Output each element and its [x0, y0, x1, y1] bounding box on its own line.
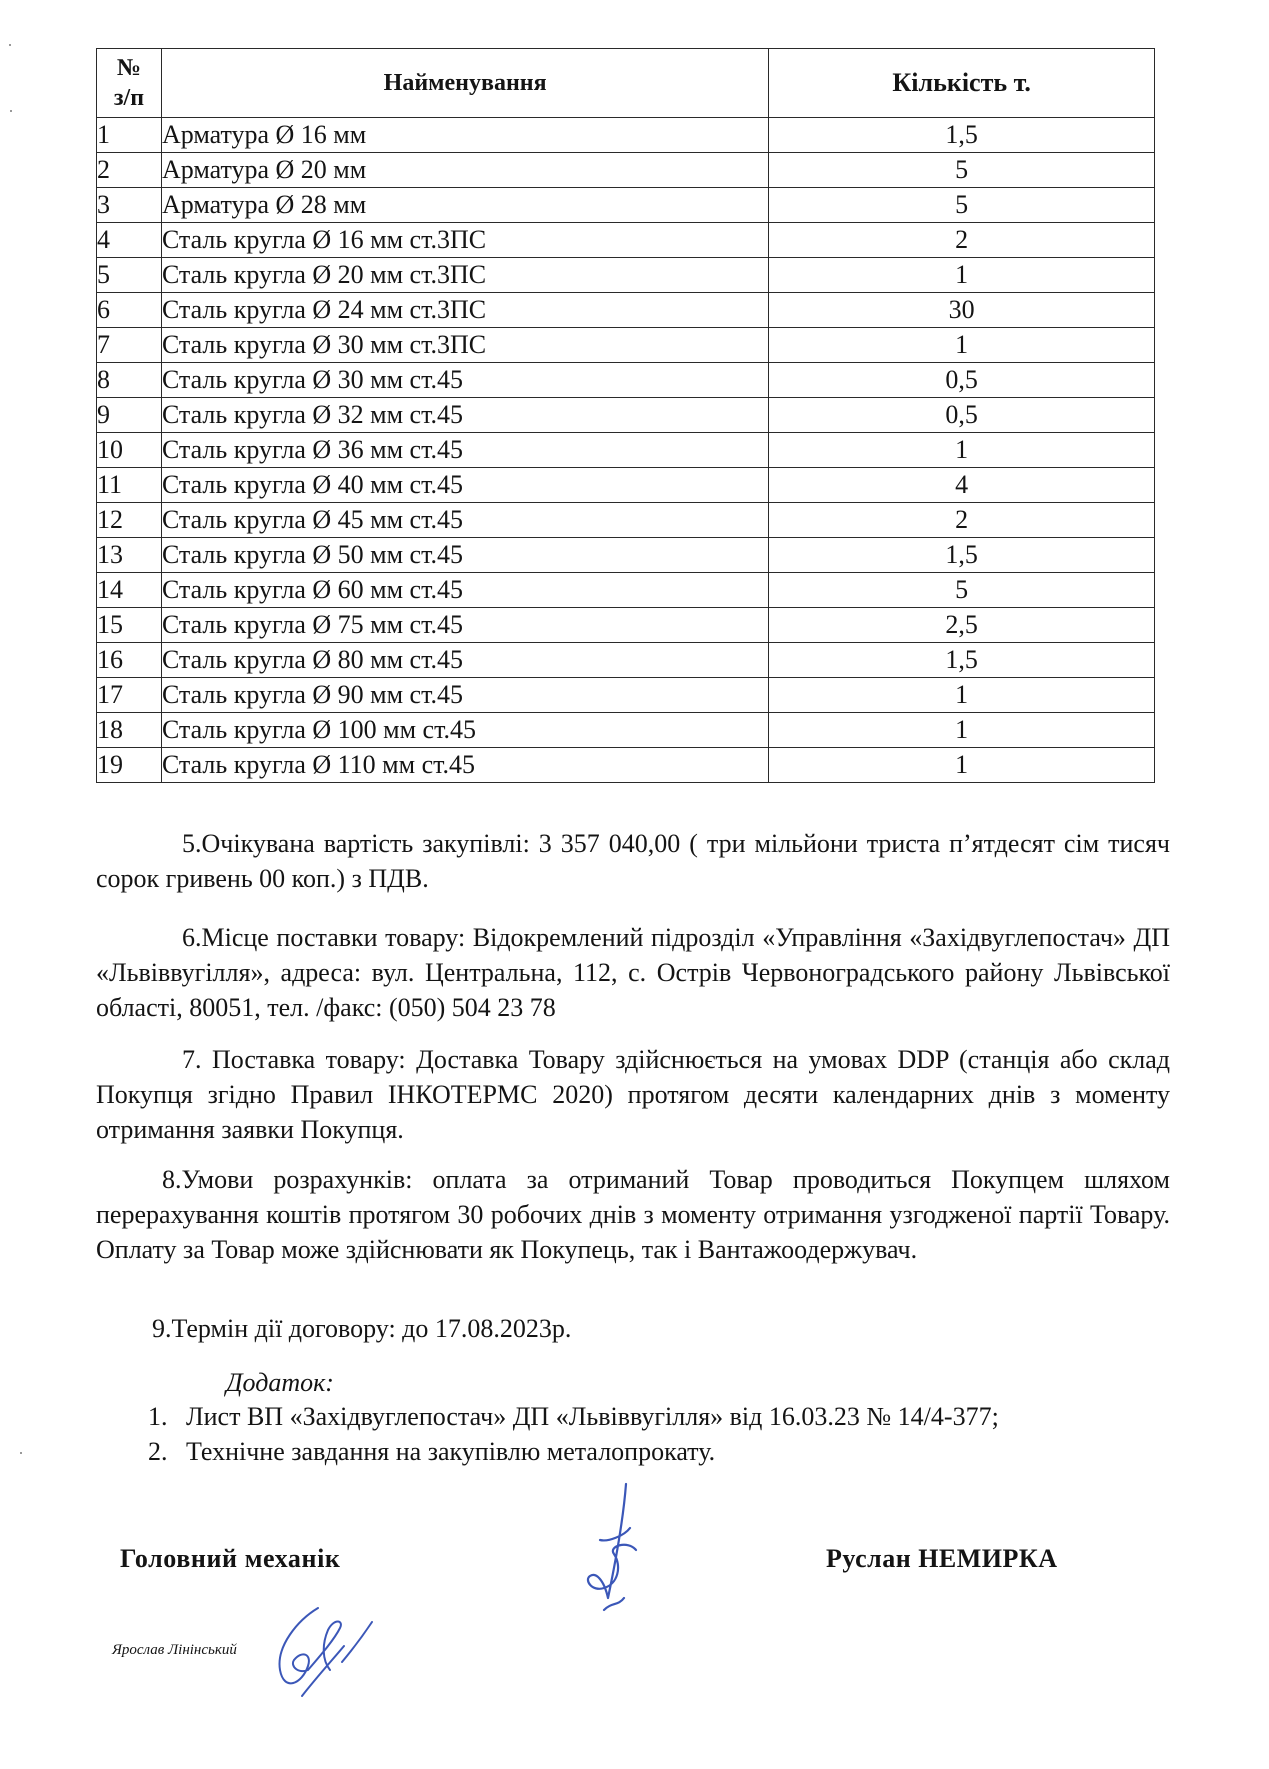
row-number: 18: [97, 713, 162, 748]
table-header-row: [97, 49, 1155, 118]
table-row: [97, 433, 1155, 468]
row-number: 1: [97, 118, 162, 153]
row-number: 19: [97, 748, 162, 783]
table-row: [97, 468, 1155, 503]
row-number: 16: [97, 643, 162, 678]
row-number: 10: [97, 433, 162, 468]
row-quantity: 4: [769, 468, 1155, 503]
table-row: [97, 258, 1155, 293]
table-row: [97, 328, 1155, 363]
row-name: Сталь кругла Ø 24 мм ст.3ПС: [161, 293, 768, 328]
paragraph-delivery-terms: [96, 1042, 1170, 1147]
row-number: 15: [97, 608, 162, 643]
executor-signature-mark: [268, 1600, 378, 1700]
table-row: [97, 363, 1155, 398]
row-quantity: 0,5: [769, 398, 1155, 433]
materials-table: [96, 48, 1155, 783]
header-number-part: №: [116, 55, 142, 81]
header-quantity: Кількість т.: [769, 49, 1155, 118]
table-row: [97, 503, 1155, 538]
attachment-text: Технічне завдання на закупівлю металопрокату.: [186, 1437, 716, 1466]
row-quantity: 1,5: [769, 118, 1155, 153]
row-quantity: 30: [769, 293, 1155, 328]
row-number: 5: [97, 258, 162, 293]
row-quantity: 0,5: [769, 363, 1155, 398]
row-quantity: 1: [769, 713, 1155, 748]
scan-speck: [9, 44, 11, 46]
row-number: 12: [97, 503, 162, 538]
scan-speck: [20, 1452, 22, 1454]
row-quantity: 1: [769, 433, 1155, 468]
row-quantity: 5: [769, 573, 1155, 608]
row-number: 2: [97, 153, 162, 188]
row-number: 11: [97, 468, 162, 503]
paragraph-delivery-place: [96, 920, 1170, 1025]
row-name: Сталь кругла Ø 16 мм ст.3ПС: [161, 223, 768, 258]
row-quantity: 2: [769, 223, 1155, 258]
row-quantity: 1: [769, 328, 1155, 363]
row-quantity: 1: [769, 678, 1155, 713]
attachment-number: 2.: [148, 1437, 168, 1466]
attachments-title: Додаток:: [226, 1368, 334, 1397]
row-name: Сталь кругла Ø 40 мм ст.45: [161, 468, 768, 503]
table-row: [97, 398, 1155, 433]
row-quantity: 1,5: [769, 643, 1155, 678]
row-number: 4: [97, 223, 162, 258]
table-row: [97, 538, 1155, 573]
table-row: [97, 678, 1155, 713]
paragraph-text: 7. Поставка товару: Доставка Товару здійснюється на умовах DDP (станція або склад Покупця згідно Правил ІНКОТЕРМС 2020) протягом десяти календарних днів з моменту отримання заявки Покупця.: [96, 1045, 1170, 1144]
table-row: [97, 643, 1155, 678]
table-row: [97, 293, 1155, 328]
table-row: [97, 153, 1155, 188]
executor-name: Ярослав Лінінський: [112, 1642, 237, 1658]
table-row: [97, 748, 1155, 783]
table-row: [97, 713, 1155, 748]
table-body: [97, 118, 1155, 783]
paragraph-expected-cost: [96, 826, 1170, 896]
paragraph-text: 5.Очікувана вартість закупівлі: 3 357 040,00 ( три мільйони триста п’ятдесят сім тисяч сорок гривень 00 коп.) з ПДВ.: [96, 829, 1170, 893]
row-number: 3: [97, 188, 162, 223]
table-row: [97, 608, 1155, 643]
row-quantity: 5: [769, 188, 1155, 223]
paragraph-payment-terms: [96, 1162, 1170, 1267]
attachments-list: [148, 1399, 999, 1469]
row-name: Сталь кругла Ø 36 мм ст.45: [161, 433, 768, 468]
row-quantity: 2,5: [769, 608, 1155, 643]
row-number: 13: [97, 538, 162, 573]
paragraph-text: 8.Умови розрахунків: оплата за отриманий Товар проводиться Покупцем шляхом перерахування коштів протягом 30 робочих днів з моменту отримання узгодженої партії Товару. Оплату за Товар може здійснювати як Покупець, так і Вантажоодержувач.: [96, 1165, 1170, 1264]
header-number: [97, 49, 162, 118]
row-name: Арматура Ø 16 мм: [161, 118, 768, 153]
row-name: Сталь кругла Ø 32 мм ст.45: [161, 398, 768, 433]
row-name: Сталь кругла Ø 30 мм ст.45: [161, 363, 768, 398]
row-quantity: 1: [769, 748, 1155, 783]
attachment-item: [148, 1399, 999, 1434]
row-name: Сталь кругла Ø 110 мм ст.45: [161, 748, 768, 783]
signatory-name: Руслан НЕМИРКА: [826, 1544, 1058, 1573]
row-name: Сталь кругла Ø 100 мм ст.45: [161, 713, 768, 748]
row-name: Сталь кругла Ø 45 мм ст.45: [161, 503, 768, 538]
row-quantity: 5: [769, 153, 1155, 188]
row-quantity: 1: [769, 258, 1155, 293]
row-number: 17: [97, 678, 162, 713]
attachment-text: Лист ВП «Західвуглепостач» ДП «Львіввугілля» від 16.03.23 № 14/4-377;: [186, 1402, 999, 1431]
row-name: Арматура Ø 28 мм: [161, 188, 768, 223]
table-row: [97, 188, 1155, 223]
row-name: Сталь кругла Ø 75 мм ст.45: [161, 608, 768, 643]
row-number: 8: [97, 363, 162, 398]
row-name: Сталь кругла Ø 90 мм ст.45: [161, 678, 768, 713]
row-name: Сталь кругла Ø 30 мм ст.3ПС: [161, 328, 768, 363]
scan-speck: [10, 110, 12, 112]
row-name: Сталь кругла Ø 60 мм ст.45: [161, 573, 768, 608]
table-row: [97, 573, 1155, 608]
signature-mark: [578, 1480, 648, 1620]
signatory-position: Головний механік: [120, 1544, 341, 1573]
table-row: [97, 223, 1155, 258]
paragraph-text: 6.Місце поставки товару: Відокремлений підрозділ «Управління «Західвуглепостач» ДП «Львіввугілля», адреса: вул. Центральна, 112, с. Острів Червоноградського району Львівської області, 80051, тел. /факс: (050) 504 23 78: [96, 923, 1170, 1022]
paragraph-text: 9.Термін дії договору: до 17.08.2023р.: [152, 1314, 572, 1343]
header-number-part: з/п: [113, 85, 145, 111]
row-name: Арматура Ø 20 мм: [161, 153, 768, 188]
row-number: 14: [97, 573, 162, 608]
row-number: 6: [97, 293, 162, 328]
header-name: Найменування: [161, 49, 768, 118]
row-number: 7: [97, 328, 162, 363]
row-name: Сталь кругла Ø 80 мм ст.45: [161, 643, 768, 678]
row-name: Сталь кругла Ø 20 мм ст.3ПС: [161, 258, 768, 293]
table-row: [97, 118, 1155, 153]
attachment-item: [148, 1434, 999, 1469]
row-number: 9: [97, 398, 162, 433]
row-quantity: 2: [769, 503, 1155, 538]
row-quantity: 1,5: [769, 538, 1155, 573]
paragraph-contract-term: [96, 1311, 1170, 1346]
row-name: Сталь кругла Ø 50 мм ст.45: [161, 538, 768, 573]
attachment-number: 1.: [148, 1402, 168, 1431]
